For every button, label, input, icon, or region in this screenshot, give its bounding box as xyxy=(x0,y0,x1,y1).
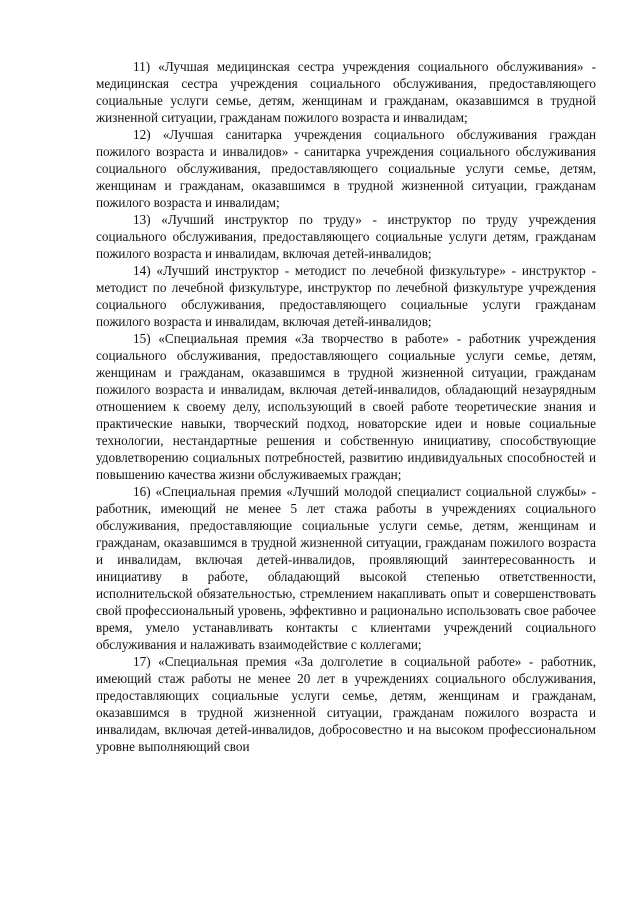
list-item-15: 15) «Специальная премия «За творчество в работе» - работник учреждения социального обслуживания, предоставляющего социальные услуги семье, детям, женщинам и гражданам, оказавшимся в трудной жизненной ситуации, гражданам пожилого возраста и инвалидам, включая детей-инвалидов, обладающий незаурядным отношением к своему делу, использующий в своей работе теоретические знания и практические навыки, творческий подход, новаторские идеи и новые социальные технологии, нестандартные решения и собственную инициативу, способствующие удовлетворению социальных потребностей, развитию индивидуальных способностей и повышению качества жизни обслуживаемых граждан; xyxy=(96,331,596,482)
list-item-16: 16) «Специальная премия «Лучший молодой специалист социальной службы» - работник, имеющий не менее 5 лет стажа работы в учреждениях социального обслуживания, предоставляющие социальные услуги семье, детям, женщинам и гражданам, оказавшимся в трудной жизненной ситуации, гражданам пожилого возраста и инвалидам, включая детей-инвалидов, проявляющий заинтересованность и инициативу в работе, обладающий высокой степенью ответственности, исполнительской обязательностью, стремлением накапливать опыт и совершенствовать свой профессиональный уровень, эффективно и рационально использовать свое рабочее время, умело устанавливать контакты с клиентами учреждений социального обслуживания и налаживать взаимодействие с коллегами; xyxy=(96,484,596,652)
list-item-13: 13) «Лучший инструктор по труду» - инструктор по труду учреждения социального обслуживания, предоставляющего социальные услуги детям, гражданам пожилого возраста и инвалидам, включая детей-инвалидов; xyxy=(96,212,596,261)
list-item-14: 14) «Лучший инструктор - методист по лечебной физкультуре» - инструктор - методист по лечебной физкультуре, инструктор по лечебной физкультуре учреждения социального обслуживания, предоставляющего социальные услуги гражданам пожилого возраста и инвалидам, включая детей-инвалидов; xyxy=(96,263,596,329)
document-page xyxy=(96,58,596,755)
list-item-11: 11) «Лучшая медицинская сестра учреждения социального обслуживания» - медицинская сестра учреждения социального обслуживания, предоставляющего социальные услуги семье, детям, женщинам и гражданам, оказавшимся в трудной жизненной ситуации, гражданам пожилого возраста и инвалидам; xyxy=(96,59,596,125)
list-item-17: 17) «Специальная премия «За долголетие в социальной работе» - работник, имеющий стаж работы не менее 20 лет в учреждениях социального обслуживания, предоставляющих социальные услуги семье, детям, женщинам и гражданам, оказавшимся в трудной жизненной ситуации, гражданам пожилого возраста и инвалидам, включая детей-инвалидов, добросовестно и на высоком профессиональном уровне выполняющий свои xyxy=(96,654,596,754)
list-item-12: 12) «Лучшая санитарка учреждения социального обслуживания граждан пожилого возраста и инвалидов» - санитарка учреждения социального обслуживания социального обслуживания, предоставляющего социальные услуги семье, детям, женщинам и гражданам, оказавшимся в трудной жизненной ситуации, гражданам пожилого возраста и инвалидам; xyxy=(96,127,596,210)
